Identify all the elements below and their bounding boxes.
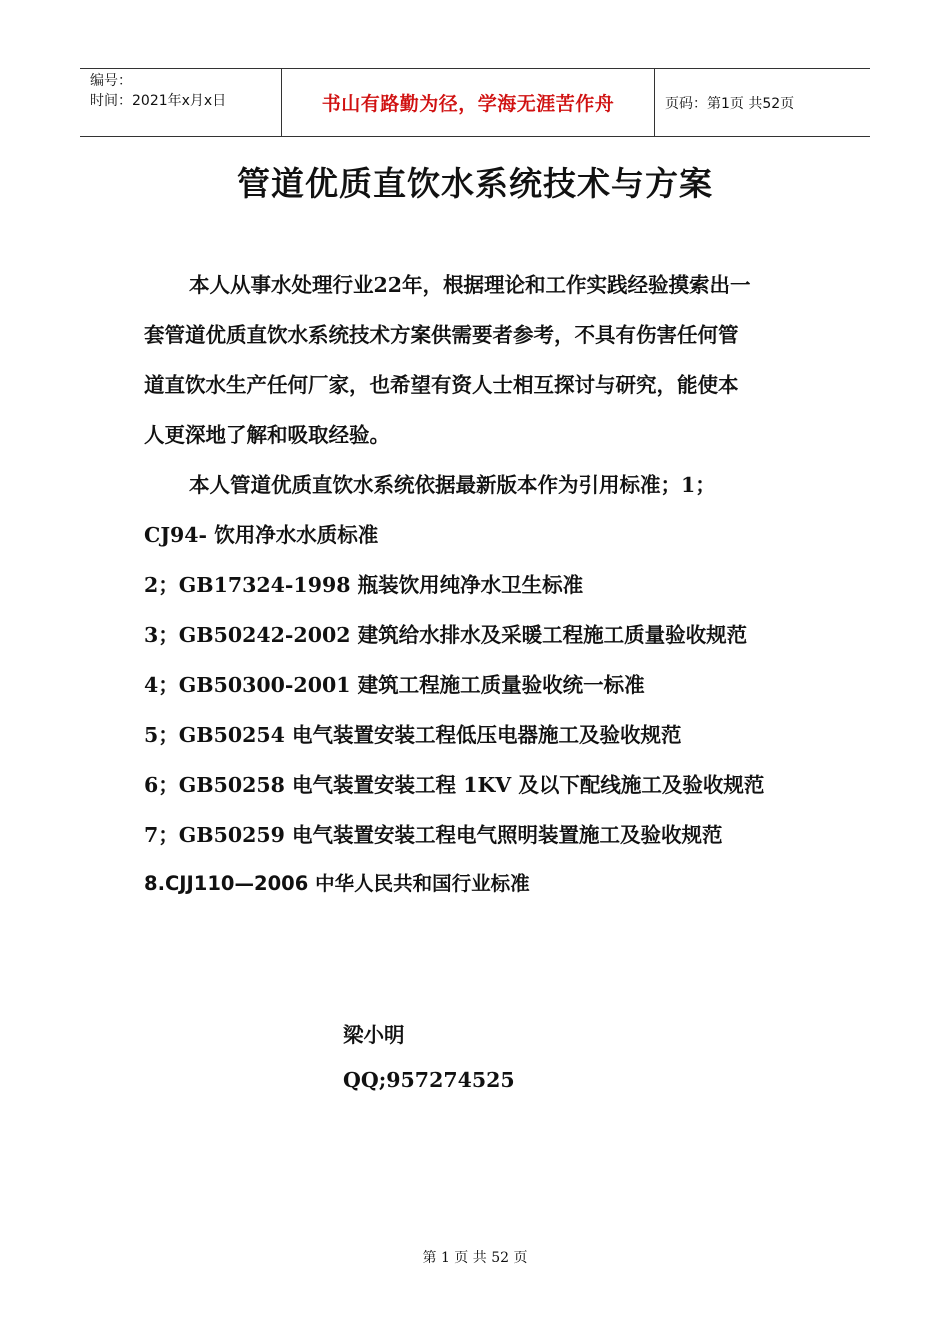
page-header	[80, 68, 870, 137]
header-meta	[80, 69, 281, 136]
paragraph-line: 人更深地了解和吸取经验。	[144, 423, 390, 447]
page-footer: 第 1 页 共 52 页	[422, 1250, 528, 1266]
document-number: 编号：	[90, 73, 132, 89]
header-motto: 书山有路勤为径，学海无涯苦作舟	[281, 69, 655, 136]
author-qq: QQ;957274525	[343, 1068, 515, 1092]
header-page-info: 页码：第1页 共52页	[665, 95, 795, 112]
paragraph-line: CJ94- 饮用净水水质标准	[144, 523, 379, 547]
standard-item: 3；GB50242-2002 建筑给水排水及采暖工程施工质量验收规范	[144, 623, 748, 647]
author-name: 梁小明	[343, 1023, 405, 1047]
paragraph-line: 道直饮水生产任何厂家，也希望有资人士相互探讨与研究，能使本	[144, 373, 739, 397]
standard-item: 4；GB50300-2001 建筑工程施工质量验收统一标准	[144, 673, 645, 697]
standard-item: 6；GB50258 电气装置安装工程 1KV 及以下配线施工及验收规范	[144, 773, 765, 797]
paragraph-line: 本人从事水处理行业22年，根据理论和工作实践经验摸索出一	[189, 273, 751, 297]
document-title: 管道优质直饮水系统技术与方案	[237, 164, 713, 203]
standard-item: 7；GB50259 电气装置安装工程电气照明装置施工及验收规范	[144, 823, 723, 847]
standard-item: 5；GB50254 电气装置安装工程低压电器施工及验收规范	[144, 723, 682, 747]
standard-item: 8.CJJ110—2006 中华人民共和国行业标准	[144, 872, 530, 895]
standard-item: 2；GB17324-1998 瓶装饮用纯净水卫生标准	[144, 573, 584, 597]
paragraph-line: 本人管道优质直饮水系统依据最新版本作为引用标准；1；	[189, 473, 716, 497]
document-date: 时间：2021年x月x日	[90, 93, 227, 109]
paragraph-line: 套管道优质直饮水系统技术方案供需要者参考，不具有伤害任何管	[144, 323, 739, 347]
